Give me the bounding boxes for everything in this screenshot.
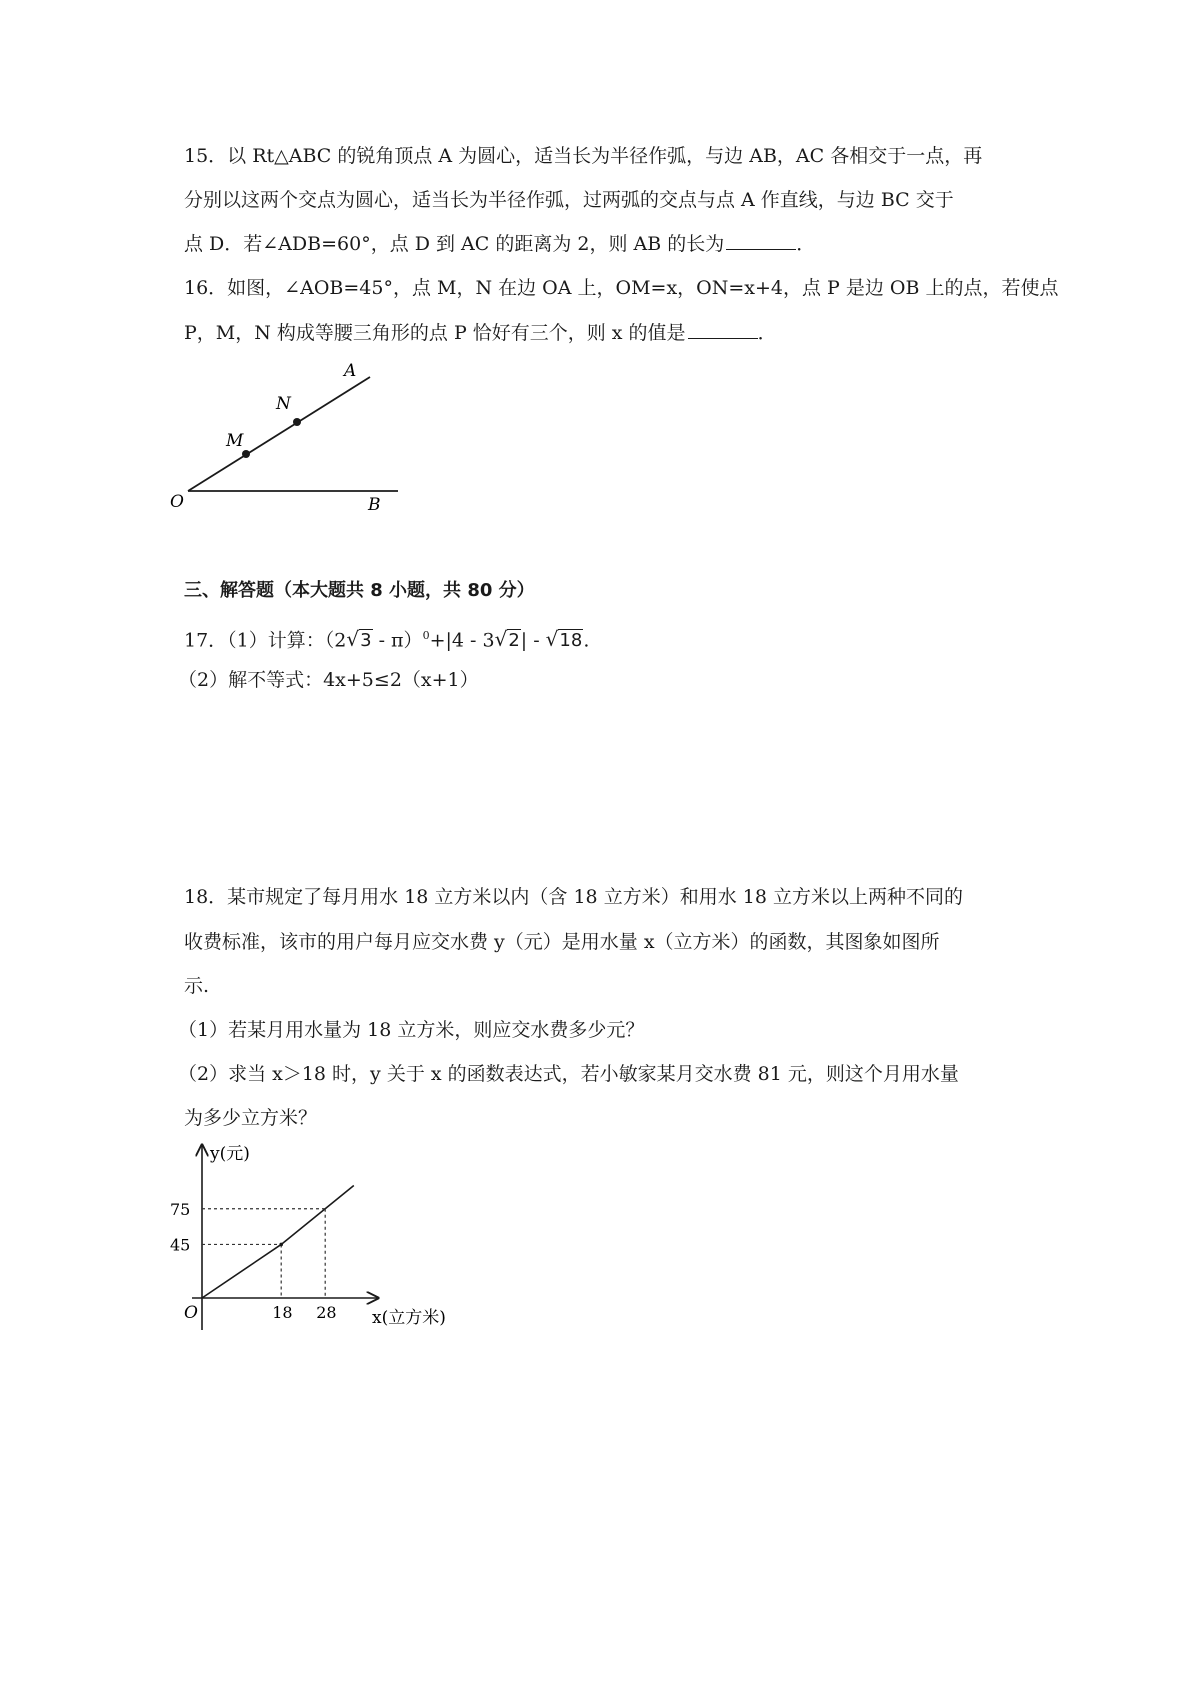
sqrt-3: √3 (346, 627, 372, 652)
label-a: A (344, 361, 357, 381)
q17-mid-1: - π） (372, 629, 423, 652)
q17-part-2: （2）解不等式：4x+5≤2（x+1） (178, 669, 479, 691)
sqrt-3-arg: 3 (360, 630, 372, 652)
graph-marks (170, 1186, 354, 1322)
label-m: M (226, 431, 244, 451)
sqrt-2-arg: 2 (508, 630, 520, 652)
q17-end: . (583, 629, 590, 652)
q16-answer-blank (688, 320, 758, 339)
sqrt-2: √2 (494, 627, 520, 652)
q18-part-2-line-1: （2）求当 x＞18 时，y 关于 x 的函数表达式，若小敏家某月交水费 81 元，则这个月用水量 (178, 1063, 959, 1085)
q18-part-1: （1）若某月用水量为 18 立方米，则应交水费多少元？ (178, 1019, 645, 1041)
q15-line-3-text: 点 D．若∠ADB=60°，点 D 到 AC 的距离为 2，则 AB 的长为 (184, 233, 725, 255)
y-tick-label-45: 45 (170, 1235, 191, 1255)
q16-line-2 (184, 320, 777, 346)
q15-answer-blank (726, 231, 796, 250)
origin-label: O (184, 1303, 198, 1323)
q17-part-1 (184, 623, 589, 654)
section-3-title: 三、解答题（本大题共 8 小题，共 80 分） (184, 580, 535, 601)
q18-line-3: 示. (184, 975, 210, 997)
angle-aob-figure (170, 360, 410, 525)
breakpoint-dot (279, 1243, 283, 1247)
label-n: N (276, 394, 291, 414)
y-tick-label-75: 75 (170, 1199, 191, 1219)
q17-exponent: 0 (422, 629, 430, 642)
q16-line-2-end: ． (757, 322, 777, 344)
y-axis-label: y(元) (210, 1144, 250, 1164)
q18-line-2: 收费标准，该市的用户每月应交水费 y（元）是用水量 x（立方米）的函数，其图象如图所 (184, 931, 940, 953)
q16-line-1: 16．如图，∠AOB=45°，点 M，N 在边 OA 上，OM=x，ON=x+4，点 P 是边 OB 上的点，若使点 (184, 277, 1059, 299)
q18-part-2-line-2: 为多少立方米？ (184, 1107, 318, 1129)
fee-function-line (202, 1186, 354, 1298)
point-m (242, 450, 250, 458)
q17-mid-3: | - (520, 629, 546, 652)
q16-line-2-text: P，M，N 构成等腰三角形的点 P 恰好有三个，则 x 的值是 (184, 322, 686, 344)
label-b: B (368, 495, 381, 515)
q15-line-2: 分别以这两个交点为圆心，适当长为半径作弧，过两弧的交点与点 A 作直线，与边 BC 交于 (184, 189, 954, 211)
point-n (293, 418, 301, 426)
q15-line-3-end: ． (796, 233, 816, 255)
x-tick-label-18: 18 (272, 1303, 293, 1322)
sqrt-18-arg: 18 (559, 630, 583, 652)
x-tick-label-28: 28 (316, 1303, 337, 1322)
q17-prefix: 17．（1）计算：（2 (184, 629, 347, 652)
sqrt-18: √18 (545, 627, 583, 652)
x-axis-label: x(立方米) (372, 1308, 446, 1328)
label-o: O (170, 492, 184, 512)
water-fee-graph (160, 1135, 480, 1360)
q15-line-3 (184, 231, 815, 257)
q17-mid-2: +|4 - 3 (429, 629, 495, 652)
q15-line-1: 15．以 Rt△ABC 的锐角顶点 A 为圆心，适当长为半径作弧，与边 AB，AC 各相交于一点，再 (184, 145, 983, 167)
q18-line-1: 18．某市规定了每月用水 18 立方米以内（含 18 立方米）和用水 18 立方米以上两种不同的 (184, 886, 963, 908)
